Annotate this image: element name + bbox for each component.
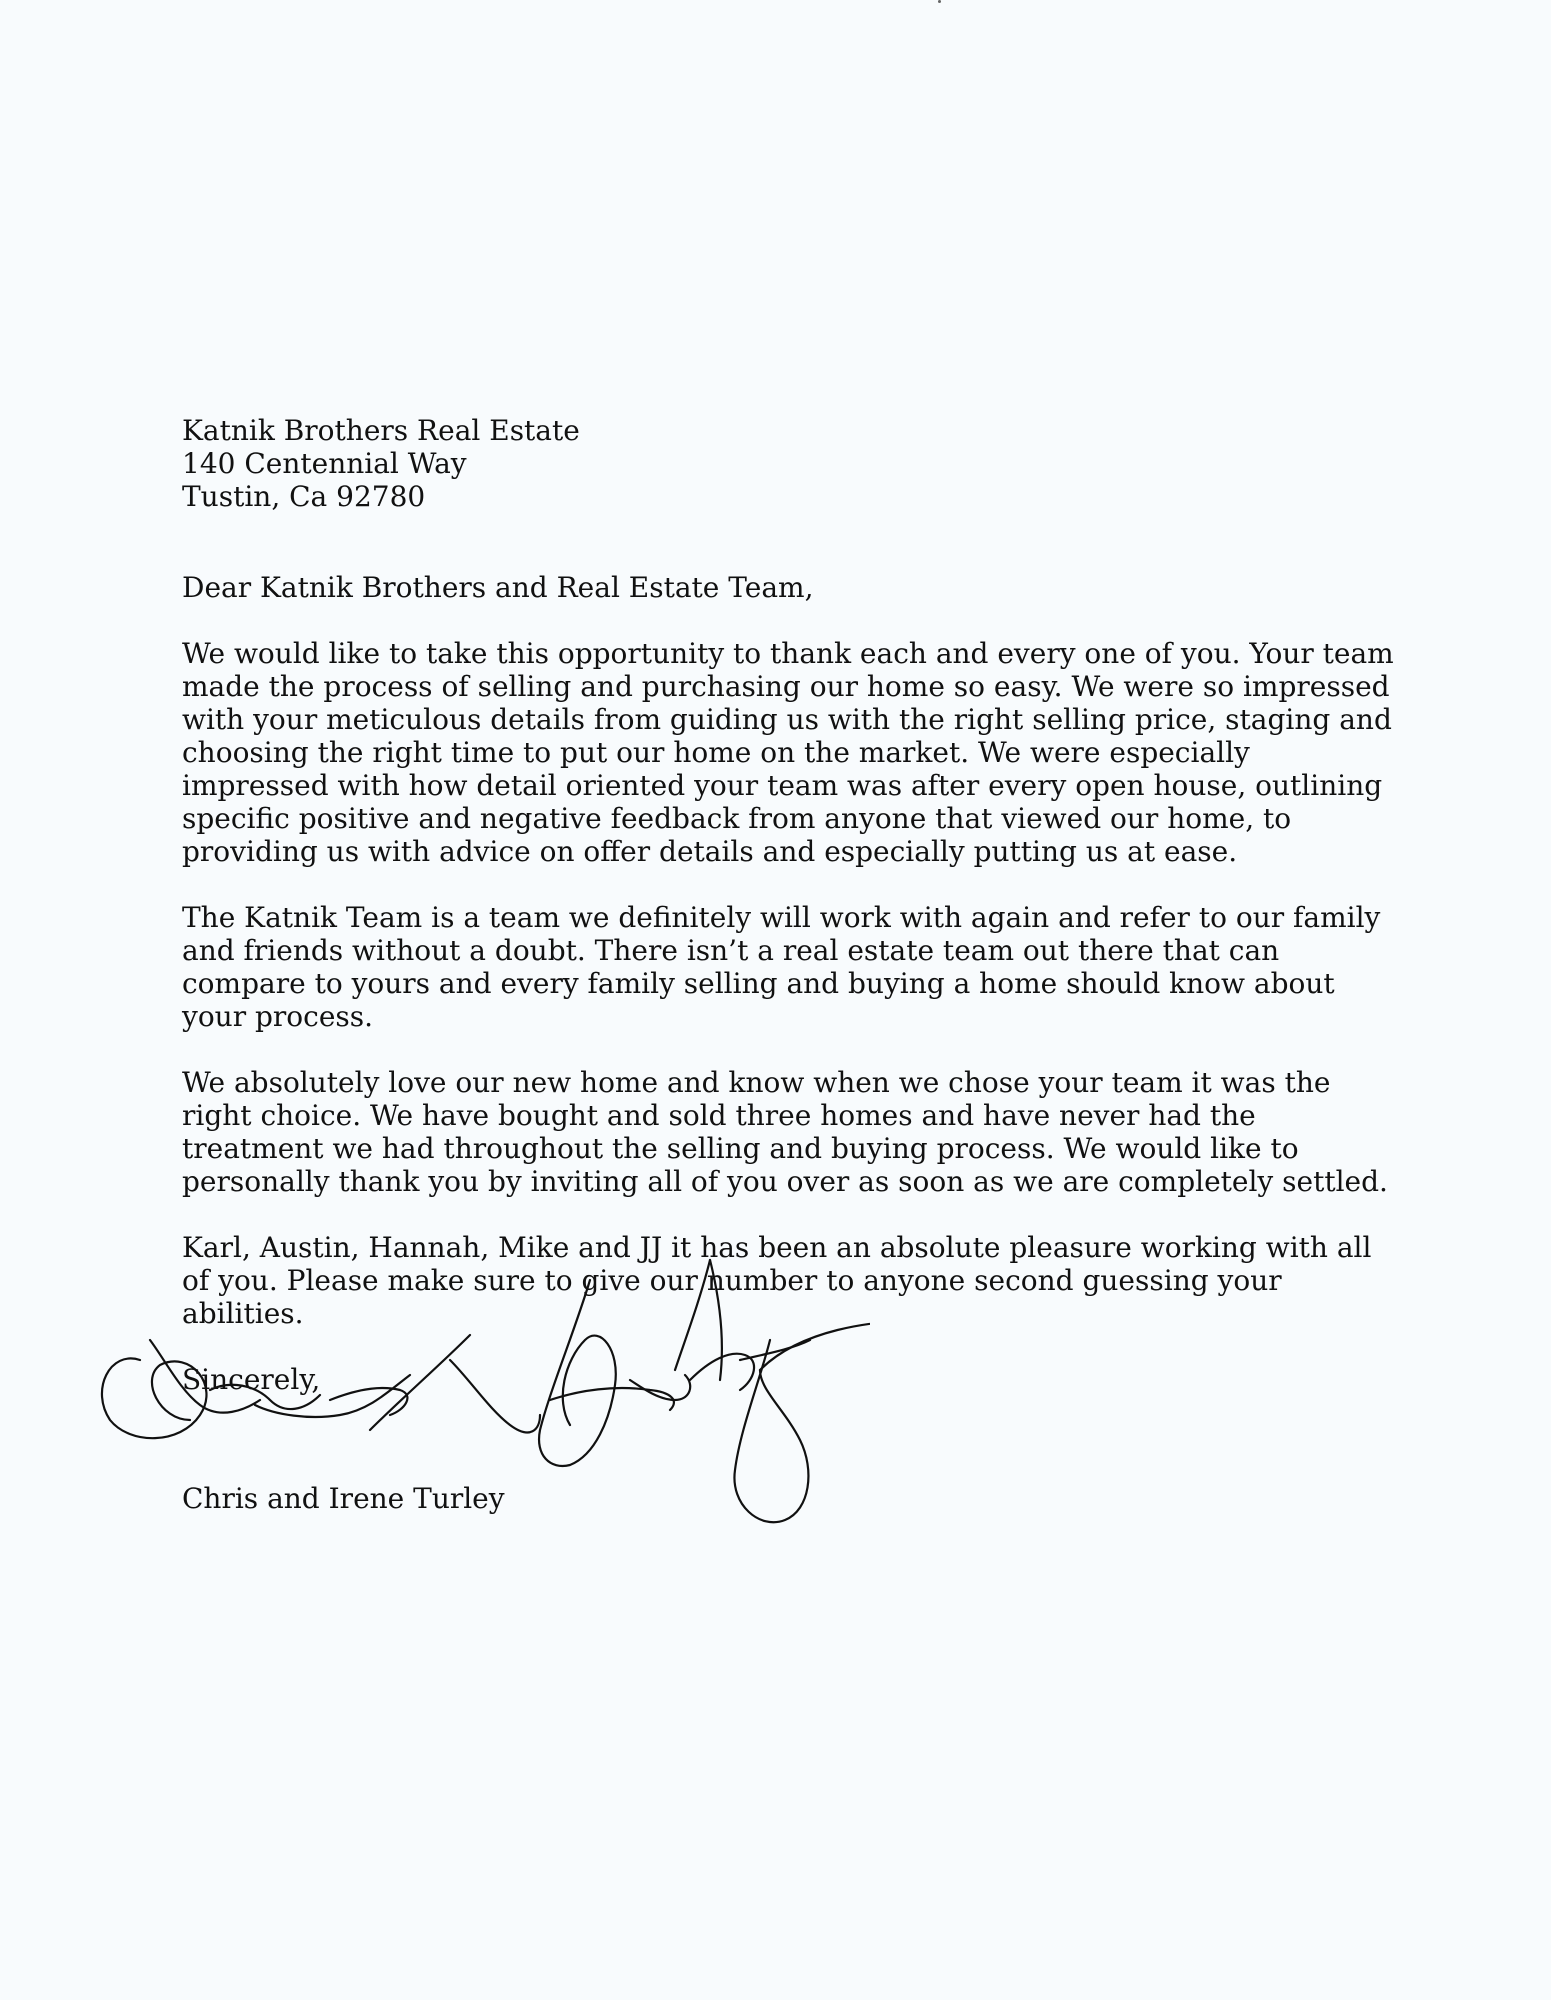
recipient-city: Tustin, Ca 92780	[182, 480, 426, 513]
scan-speck	[938, 0, 941, 3]
paragraph-1: We would like to take this opportunity to thank each and every one of you. Your team made the process of selling and purchasing our home so easy. We were so impressed with your meticulous details from guiding us with the right selling price, staging and choosing the right time to put our home on the market. We were especially impressed with how detail oriented your team was after every open house, outlining specific positive and negative feedback from anyone that viewed our home, to providing us with advice on offer details and especially putting us at ease.	[182, 637, 1394, 868]
salutation: Dear Katnik Brothers and Real Estate Team,	[182, 571, 814, 604]
paragraph-4: Karl, Austin, Hannah, Mike and JJ it has been an absolute pleasure working with all of you. Please make sure to give our number to anyone second guessing your abilities.	[182, 1231, 1372, 1330]
signer-names: Chris and Irene Turley	[182, 1482, 505, 1515]
recipient-street: 140 Centennial Way	[182, 447, 467, 480]
recipient-name: Katnik Brothers Real Estate	[182, 414, 580, 447]
paragraph-3: We absolutely love our new home and know when we chose your team it was the right choice. We have bought and sold three homes and have never had the treatment we had throughout the selling and buying process. We would like to personally thank you by inviting all of you over as soon as we are completely settled.	[182, 1066, 1388, 1198]
handwritten-signature-icon	[70, 1240, 870, 1540]
recipient-address	[182, 414, 1402, 513]
paragraph-2: The Katnik Team is a team we definitely will work with again and refer to our family and friends without a doubt. There isn’t a real estate team out there that can compare to yours and every family selling and buying a home should know about your process.	[182, 901, 1381, 1033]
closing: Sincerely,	[182, 1363, 321, 1396]
